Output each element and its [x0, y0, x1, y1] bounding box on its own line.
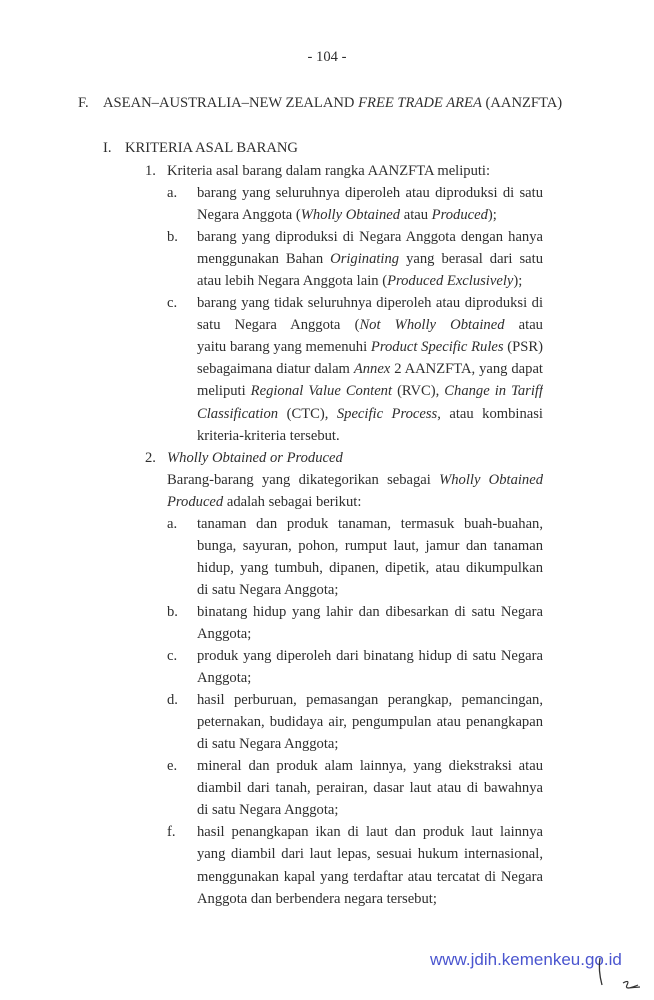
- list-item-text: [197, 645, 543, 689]
- text-line: [197, 513, 543, 535]
- list-item-marker: a.: [167, 515, 178, 532]
- subsection-title: KRITERIA ASAL BARANG: [125, 140, 298, 156]
- text-line: [197, 866, 543, 888]
- section-marker: F.: [78, 95, 89, 111]
- text-segment: (PSR): [503, 339, 543, 356]
- text-line: [197, 755, 543, 777]
- text-segment: atau lebih Negara Anggota lain (: [197, 273, 388, 290]
- criteria-list: [145, 160, 543, 910]
- text-line: [197, 403, 543, 425]
- list-item-marker: b.: [167, 229, 178, 246]
- text-line: [197, 579, 543, 601]
- text-segment: tanaman dan produk tanaman, termasuk buah-buahan,: [197, 515, 543, 532]
- text-segment: peternakan, budidaya air, pengumpulan atau penangkapan: [197, 714, 543, 731]
- text-segment: barang yang diproduksi di Negara Anggota dengan hanya: [197, 229, 543, 246]
- text-line: [197, 601, 543, 623]
- italic-term: Classification: [197, 405, 279, 422]
- text-segment: (RVC),: [392, 383, 445, 400]
- text-line: [197, 843, 543, 865]
- list-item-text: [197, 755, 543, 821]
- website-watermark: www.jdih.kemenkeu.go.id: [430, 950, 622, 969]
- italic-term: Originating: [330, 251, 400, 268]
- text-line: [197, 182, 543, 204]
- text-segment: (CTC),: [278, 405, 337, 422]
- italic-term: Regional Value Content: [250, 383, 393, 400]
- text-segment: (AANZFTA): [481, 95, 563, 111]
- list-item: [167, 292, 543, 446]
- text-segment: barang yang seluruhnya diperoleh atau diproduksi di satu: [197, 185, 543, 202]
- list-item-text: [197, 601, 543, 645]
- italic-term: Produced: [167, 493, 224, 510]
- italic-term: Produced Exclusively: [387, 273, 514, 290]
- text-line: [197, 248, 543, 270]
- italic-term: Product Specific Rules: [370, 339, 504, 356]
- text-segment: hidup, yang tumbuh, dipanen, dipetik, atau dikumpulkan: [197, 559, 543, 576]
- list-item: [167, 601, 543, 645]
- text-segment: bunga, sayuran, pohon, rumput laut, jamur dan tanaman: [197, 537, 543, 554]
- list-item: [167, 645, 543, 689]
- italic-term: Specific Process: [336, 405, 438, 422]
- text-segment: meliputi: [197, 383, 251, 400]
- point-2-items: [145, 513, 543, 910]
- point-1: [145, 160, 543, 182]
- text-line: [197, 645, 543, 667]
- point-1-items: [145, 182, 543, 447]
- text-segment: menggunakan kapal yang terdaftar atau tercatat di Negara: [197, 868, 543, 885]
- section-title: [103, 92, 562, 114]
- italic-term: Not Wholly Obtained: [359, 317, 505, 334]
- text-line: [197, 204, 543, 226]
- text-segment: barang yang tidak seluruhnya diperoleh atau diproduksi di: [197, 295, 543, 312]
- text-line: [167, 491, 543, 513]
- section-heading: [78, 92, 563, 114]
- text-segment: atau: [400, 207, 432, 224]
- text-segment: binatang hidup yang lahir dan dibesarkan di satu Negara: [197, 603, 543, 620]
- text-segment: Anggota;: [197, 625, 252, 642]
- italic-term: Wholly Obtained: [439, 471, 543, 488]
- text-segment: di satu Negara Anggota;: [197, 581, 339, 598]
- text-line: [197, 711, 543, 733]
- signature-initials-icon: [580, 955, 650, 1000]
- text-segment: Barang-barang yang dikategorikan sebagai: [167, 471, 440, 488]
- list-item: [167, 821, 543, 909]
- text-line: [197, 292, 543, 314]
- point-2-intro: [167, 469, 543, 513]
- list-item-text: [197, 513, 543, 601]
- text-line: [197, 821, 543, 843]
- text-line: [197, 336, 543, 358]
- text-segment: atau: [504, 317, 543, 334]
- text-line: [167, 469, 543, 491]
- text-segment: ASEAN–AUSTRALIA–NEW ZEALAND: [103, 95, 359, 111]
- italic-term: Produced: [431, 207, 488, 224]
- text-segment: hasil perburuan, pemasangan perangkap, pemancingan,: [197, 692, 543, 709]
- text-segment: yang diambil dari laut lepas, sesuai hukum internasional,: [197, 846, 543, 863]
- italic-term: Change in Tariff: [444, 383, 543, 400]
- text-line: [197, 623, 543, 645]
- text-segment: menggunakan Bahan: [197, 251, 331, 268]
- point-1-intro: Kriteria asal barang dalam rangka AANZFTA meliputi:: [167, 163, 491, 179]
- text-line: [197, 777, 543, 799]
- list-item-text: [197, 182, 543, 226]
- text-segment: adalah sebagai berikut:: [223, 493, 362, 510]
- text-segment: diambil dari tanah, perairan, dasar laut atau di bawahnya: [197, 780, 543, 797]
- text-segment: yang berasal dari satu: [399, 251, 543, 268]
- text-segment: Anggota dan berbendera negara tersebut;: [197, 890, 437, 907]
- text-line: [197, 535, 543, 557]
- text-segment: sebagaimana diatur dalam: [197, 361, 354, 378]
- text-segment: mineral dan produk alam lainnya, yang diekstraksi atau: [197, 758, 543, 775]
- italic-term: FREE TRADE AREA: [358, 95, 482, 111]
- text-segment: yaitu barang yang memenuhi: [197, 339, 371, 356]
- text-line: [197, 557, 543, 579]
- text-segment: );: [487, 207, 497, 224]
- list-item: [167, 226, 543, 292]
- point-2-title: Wholly Obtained or Produced: [167, 449, 343, 466]
- list-item-text: [197, 689, 543, 755]
- list-item: [167, 513, 543, 601]
- subsection-heading: [103, 137, 543, 159]
- list-item-marker: f.: [167, 824, 176, 841]
- list-item-text: [197, 821, 543, 909]
- text-line: [197, 314, 543, 336]
- text-segment: Anggota;: [197, 670, 252, 687]
- text-line: [197, 689, 543, 711]
- list-item-marker: e.: [167, 758, 178, 775]
- list-item-marker: d.: [167, 692, 178, 709]
- text-line: [197, 226, 543, 248]
- text-segment: hasil penangkapan ikan di laut dan produk laut lainnya: [197, 824, 543, 841]
- text-line: [197, 667, 543, 689]
- text-line: [197, 733, 543, 755]
- text-line: [197, 425, 543, 447]
- text-segment: Negara Anggota (: [197, 207, 301, 224]
- text-segment: produk yang diperoleh dari binatang hidup di satu Negara: [197, 648, 543, 665]
- point-2: [145, 447, 543, 469]
- list-item-marker: a.: [167, 185, 178, 202]
- text-line: [197, 799, 543, 821]
- list-item-marker: b.: [167, 603, 178, 620]
- list-item-text: [197, 226, 543, 292]
- page-number: - 104 -: [307, 49, 347, 65]
- subsection-marker: I.: [103, 140, 112, 156]
- text-segment: satu Negara Anggota (: [197, 317, 360, 334]
- text-segment: kriteria-kriteria tersebut.: [197, 427, 340, 444]
- list-item: [167, 755, 543, 821]
- italic-term: Annex: [353, 361, 391, 378]
- text-line: [197, 380, 543, 402]
- text-line: [197, 888, 543, 910]
- text-line: [197, 270, 543, 292]
- list-item-marker: c.: [167, 648, 178, 665]
- text-line: [197, 358, 543, 380]
- point-1-marker: 1.: [145, 163, 156, 179]
- italic-term: Wholly Obtained: [300, 207, 401, 224]
- text-segment: 2 AANZFTA, yang dapat: [390, 361, 543, 378]
- text-segment: );: [513, 273, 523, 290]
- list-item: [167, 182, 543, 226]
- text-segment: di satu Negara Anggota;: [197, 736, 339, 753]
- text-segment: , atau kombinasi: [437, 405, 543, 422]
- text-segment: di satu Negara Anggota;: [197, 802, 339, 819]
- list-item-marker: c.: [167, 295, 178, 312]
- list-item-text: [197, 292, 543, 446]
- point-2-marker: 2.: [145, 449, 156, 466]
- list-item: [167, 689, 543, 755]
